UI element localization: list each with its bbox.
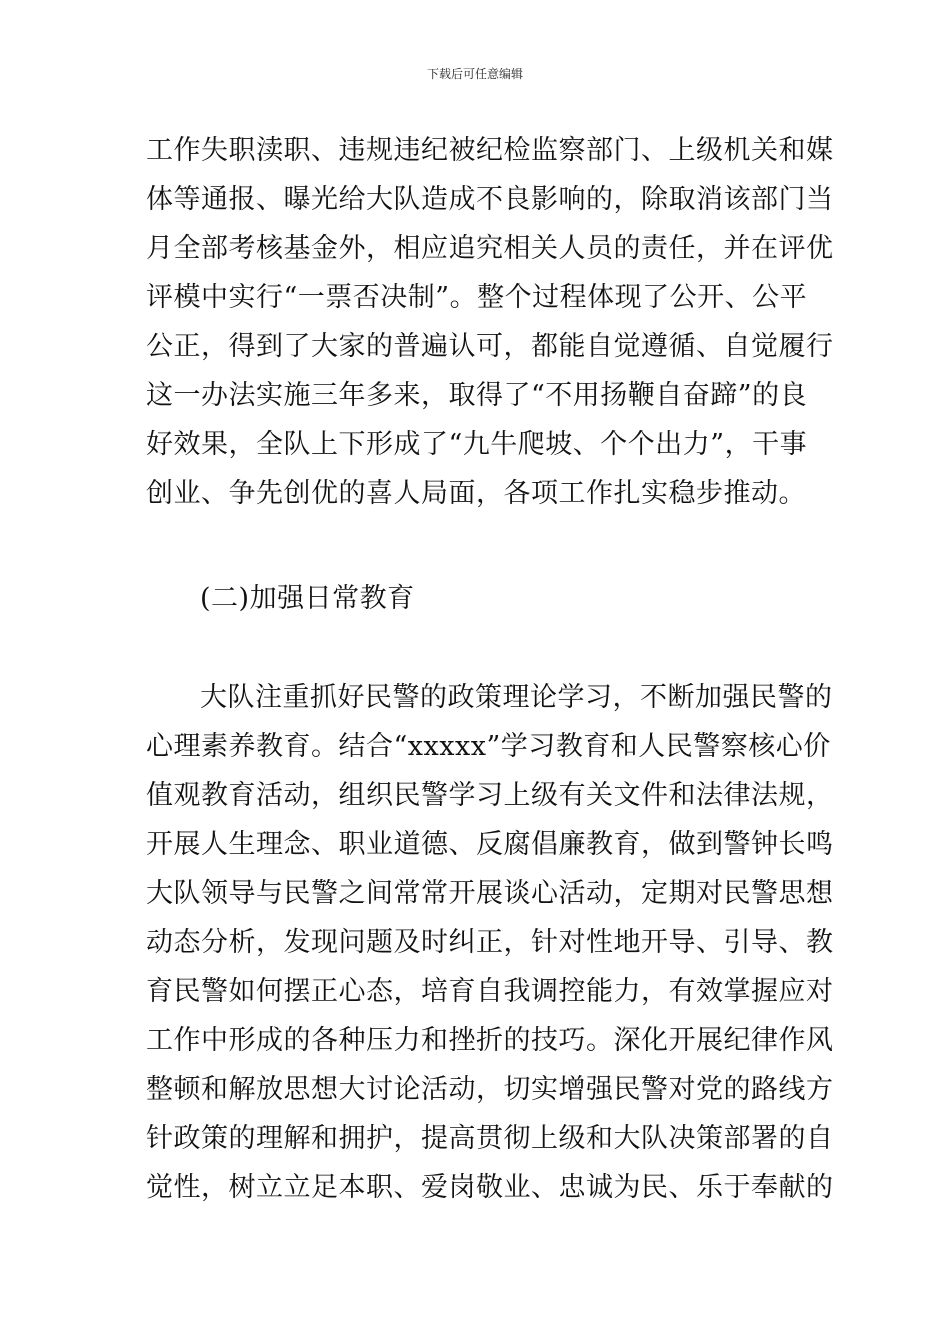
paragraph-line: 育民警如何摆正心态，培育自我调控能力，有效掌握应对 [146,976,834,1007]
paragraph-line: 工作中形成的各种压力和挫折的技巧。深化开展纪律作风 [146,1025,834,1056]
paragraph-line: 体等通报、曝光给大队造成不良影响的，除取消该部门当 [146,184,834,215]
paragraph-line: 针政策的理解和拥护，提高贯彻上级和大队决策部署的自 [146,1123,834,1154]
paragraph-line: 动态分析，发现问题及时纠正，针对性地开导、引导、教 [146,927,834,958]
paragraph-line: 工作失职渎职、违规违纪被纪检监察部门、上级机关和媒 [146,135,834,166]
paragraph-line: 整顿和解放思想大讨论活动，切实增强民警对党的路线方 [146,1074,834,1105]
paragraph-line: 创业、争先创优的喜人局面，各项工作扎实稳步推动。 [146,478,806,509]
paragraph-line: 心理素养教育。结合“xxxxx”学习教育和人民警察核心价 [146,731,831,762]
section-heading: (二)加强日常教育 [200,583,415,614]
paragraph-line: 评模中实行“一票否决制”。整个过程体现了公开、公平 [146,282,808,313]
paragraph-line: 大队领导与民警之间常常开展谈心活动，定期对民警思想 [146,878,834,909]
paragraph-line: 开展人生理念、职业道德、反腐倡廉教育，做到警钟长鸣 [146,829,834,860]
paragraph-line: 公正，得到了大家的普遍认可，都能自觉遵循、自觉履行 [146,331,834,362]
paragraph-line: 大队注重抓好民警的政策理论学习，不断加强民警的 [200,682,833,713]
page-header: 下载后可任意编辑 [426,67,523,81]
paragraph-line: 这一办法实施三年多来，取得了“不用扬鞭自奋蹄”的良 [146,380,808,411]
paragraph-line: 好效果，全队上下形成了“九牛爬坡、个个出力”，干事 [146,429,808,460]
paragraph-line: 月全部考核基金外，相应追究相关人员的责任，并在评优 [146,233,834,264]
paragraph-line: 值观教育活动，组织民警学习上级有关文件和法律法规， [146,780,834,811]
paragraph-line: 觉性，树立立足本职、爱岗敬业、忠诚为民、乐于奉献的 [146,1172,834,1203]
